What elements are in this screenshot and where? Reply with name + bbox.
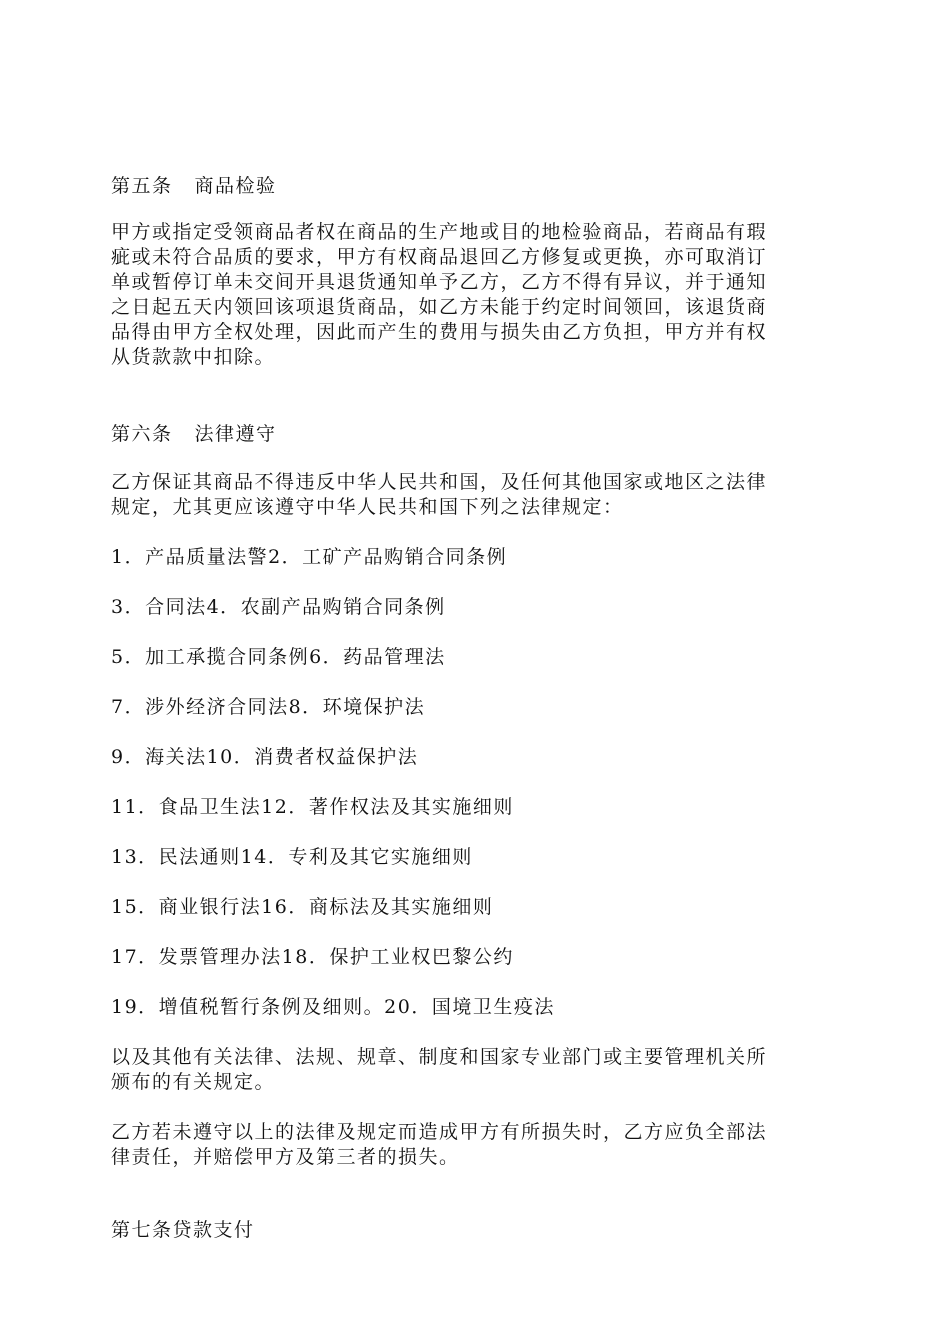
- article-5-title: 商品检验: [194, 175, 277, 197]
- liability-line: 律责任，并赔偿甲方及第三者的损失。: [111, 1146, 460, 1168]
- other-regulations-line: 颁布的有关规定。: [111, 1071, 276, 1093]
- article-6-title: 法律遵守: [194, 423, 277, 445]
- article-5-number: 第五条: [111, 175, 173, 197]
- article-6-number: 第六条: [111, 423, 173, 445]
- article-7-heading: 第七条贷款支付: [111, 1219, 255, 1241]
- law-list-item: 5．加工承揽合同条例6．药品管理法: [111, 646, 446, 668]
- law-list-item: 9．海关法10．消费者权益保护法: [111, 746, 419, 768]
- law-list-item: 17．发票管理办法18．保护工业权巴黎公约: [111, 946, 514, 968]
- law-list-item: 15．商业银行法16．商标法及其实施细则: [111, 896, 494, 918]
- law-list-item: 3．合同法4．农副产品购销合同条例: [111, 596, 446, 618]
- law-list-item: 7．涉外经济合同法8．环境保护法: [111, 696, 426, 718]
- article-5-heading: [111, 171, 277, 198]
- liability-line: 乙方若未遵守以上的法律及规定而造成甲方有所损失时，乙方应负全部法: [111, 1121, 768, 1143]
- law-list-item: 11．食品卫生法12．著作权法及其实施细则: [111, 796, 514, 818]
- article-5-line: 从货款款中扣除。: [111, 346, 276, 368]
- article-5-line: 单或暂停订单未交间开具退货通知单予乙方，乙方不得有异议，并于通知: [111, 271, 768, 293]
- article-6-intro-line: 规定，尤其更应该遵守中华人民共和国下列之法律规定：: [111, 496, 624, 518]
- article-5-line: 之日起五天内领回该项退货商品，如乙方未能于约定时间领回，该退货商: [111, 296, 768, 318]
- law-list-item: 19．增值税暂行条例及细则。20．国境卫生疫法: [111, 996, 555, 1018]
- law-list-item: 1．产品质量法警2．工矿产品购销合同条例: [111, 546, 508, 568]
- article-5-line: 品得由甲方全权处理，因此而产生的费用与损失由乙方负担，甲方并有权: [111, 321, 768, 343]
- article-5-line: 疵或未符合品质的要求，甲方有权商品退回乙方修复或更换，亦可取消订: [111, 246, 768, 268]
- article-6-heading: [111, 419, 277, 446]
- article-6-intro-line: 乙方保证其商品不得违反中华人民共和国，及任何其他国家或地区之法律: [111, 471, 768, 493]
- article-5-line: 甲方或指定受领商品者权在商品的生产地或目的地检验商品，若商品有瑕: [111, 221, 768, 243]
- other-regulations-line: 以及其他有关法律、法规、规章、制度和国家专业部门或主要管理机关所: [111, 1046, 768, 1068]
- law-list-item: 13．民法通则14．专利及其它实施细则: [111, 846, 473, 868]
